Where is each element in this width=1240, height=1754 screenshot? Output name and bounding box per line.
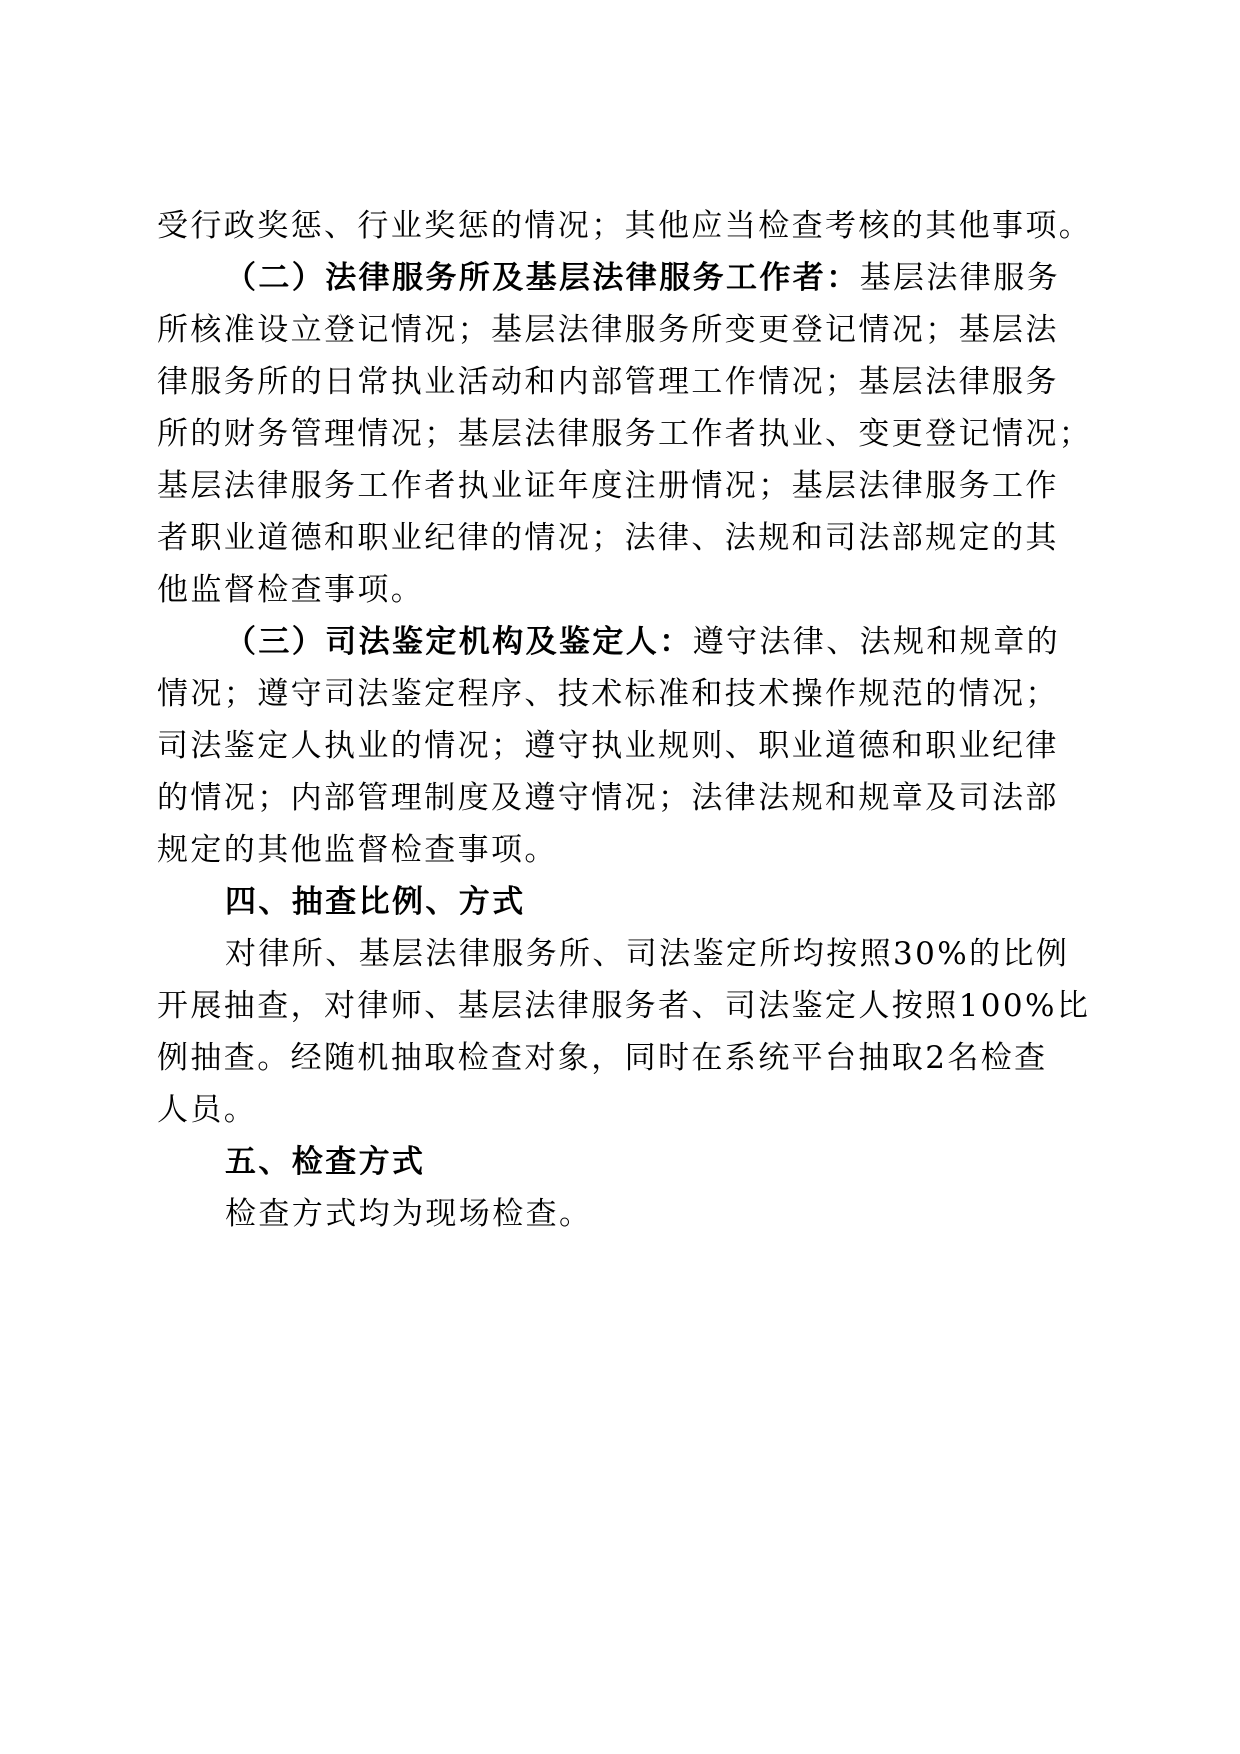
section-2-first-line <box>157 252 1082 304</box>
section-3-heading: （三）司法鉴定机构及鉴定人： <box>225 624 693 660</box>
section-4-heading: 四、抽查比例、方式 <box>225 884 526 920</box>
body-text: 司法鉴定人执业的情况；遵守执业规则、职业道德和职业纪律 <box>157 728 1059 764</box>
paragraph-line <box>157 980 1091 1032</box>
body-text: 基层法律服务工作者执业证年度注册情况；基层法律服务工作 <box>157 468 1059 504</box>
body-text: 规定的其他监督检查事项。 <box>157 832 558 868</box>
paragraph-line <box>157 668 1082 720</box>
body-text: 例抽查。经随机抽取检查对象，同时在系统平台抽取2名检查 <box>157 1040 1048 1076</box>
paragraph-line <box>157 1032 1082 1084</box>
document-body <box>157 200 1093 1240</box>
body-text: 检查方式均为现场检查。 <box>225 1196 593 1232</box>
paragraph-line <box>157 1084 1082 1136</box>
body-text: 开展抽查，对律师、基层法律服务者、司法鉴定人按照100%比 <box>157 988 1091 1024</box>
paragraph-line <box>157 1188 1082 1240</box>
paragraph-line <box>157 928 1082 980</box>
body-text: 所的财务管理情况；基层法律服务工作者执业、变更登记情况； <box>157 416 1093 452</box>
body-text: 基层法律服务 <box>859 260 1061 296</box>
body-text: 者职业道德和职业纪律的情况；法律、法规和司法部规定的其 <box>157 520 1059 556</box>
section-2-heading: （二）法律服务所及基层法律服务工作者： <box>225 260 860 296</box>
body-text: 受行政奖惩、行业奖惩的情况；其他应当检查考核的其他事项。 <box>157 208 1093 244</box>
body-text: 的情况；内部管理制度及遵守情况；法律法规和规章及司法部 <box>157 780 1059 816</box>
paragraph-line <box>157 564 1082 616</box>
paragraph-line <box>157 408 1093 460</box>
paragraph-line <box>157 200 1093 252</box>
body-text: 遵守法律、法规和规章的 <box>692 624 1061 660</box>
body-text: 他监督检查事项。 <box>157 572 425 608</box>
body-text: 人员。 <box>157 1092 258 1128</box>
paragraph-line <box>157 304 1082 356</box>
body-text: 对律所、基层法律服务所、司法鉴定所均按照30%的比例 <box>225 936 1070 972</box>
section-5-heading: 五、检查方式 <box>225 1144 426 1180</box>
body-text: 所核准设立登记情况；基层法律服务所变更登记情况；基层法 <box>157 312 1059 348</box>
paragraph-line <box>157 720 1082 772</box>
section-3-first-line <box>157 616 1082 668</box>
body-text: 律服务所的日常执业活动和内部管理工作情况；基层法律服务 <box>157 364 1059 400</box>
paragraph-line <box>157 460 1082 512</box>
body-text: 情况；遵守司法鉴定程序、技术标准和技术操作规范的情况； <box>157 676 1059 712</box>
paragraph-line <box>157 512 1082 564</box>
paragraph-line <box>157 772 1082 824</box>
paragraph-line <box>157 824 1082 876</box>
paragraph-line <box>157 356 1082 408</box>
